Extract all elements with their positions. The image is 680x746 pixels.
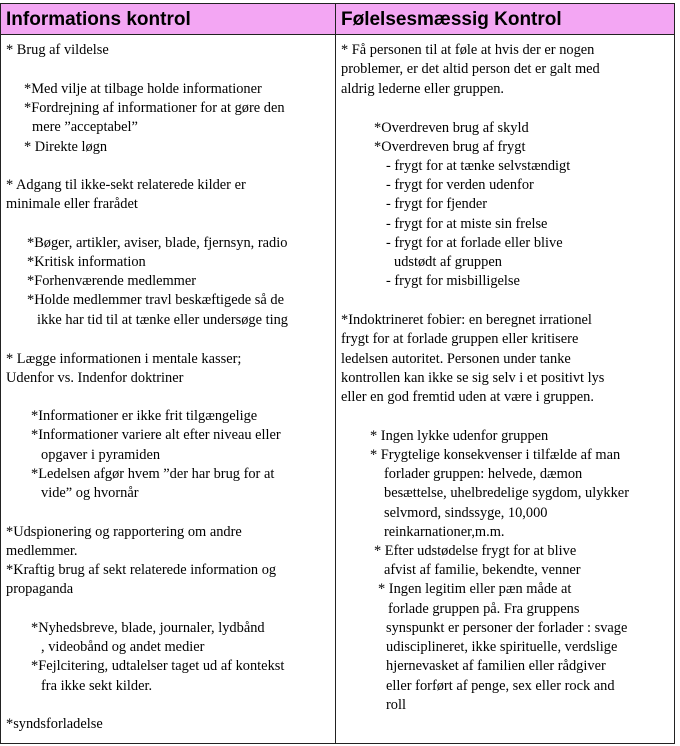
text-line: *Kritisk information bbox=[27, 254, 146, 270]
text-line: fra ikke sekt kilder. bbox=[41, 678, 153, 694]
text-line: problemer, er det altid person det er galt med bbox=[341, 61, 600, 77]
text-line: - frygt for at forlade eller blive bbox=[386, 235, 563, 251]
text-line: roll bbox=[386, 697, 406, 713]
text-line: udstødt af gruppen bbox=[394, 254, 502, 270]
content-table bbox=[0, 3, 675, 744]
text-line: afvist af familie, bekendte, venner bbox=[384, 562, 581, 578]
text-line: forlader gruppen: helvede, dæmon bbox=[384, 466, 583, 482]
text-line: *Bøger, artikler, aviser, blade, fjernsyn, radio bbox=[27, 235, 288, 251]
text-line: *Ledelsen afgør hvem ”der har brug for at bbox=[31, 466, 275, 482]
text-line: * Frygtelige konsekvenser i tilfælde af man bbox=[370, 447, 621, 463]
text-line: *Holde medlemmer travl beskæftigede så de bbox=[27, 292, 284, 308]
text-line: *Informationer variere alt efter niveau eller bbox=[31, 427, 281, 443]
text-line: kontrollen kan ikke se sig selv i et positivt lys bbox=[341, 370, 605, 386]
text-line: opgaver i pyramiden bbox=[41, 447, 161, 463]
text-line: Udenfor vs. Indenfor doktriner bbox=[6, 370, 184, 386]
text-line: *Informationer er ikke frit tilgængelige bbox=[31, 408, 258, 424]
text-line: *Nyhedsbreve, blade, journaler, lydbånd bbox=[31, 620, 265, 636]
text-line: - frygt for at tænke selvstændigt bbox=[386, 158, 571, 174]
text-line: forlade gruppen på. Fra gruppens bbox=[388, 601, 580, 617]
text-line: selvmord, sindssyge, 10,000 bbox=[384, 505, 548, 521]
text-line: *Med vilje at tilbage holde informationer bbox=[24, 81, 262, 97]
table-header-row bbox=[1, 4, 674, 35]
text-line: *Kraftig brug af sekt relaterede information og bbox=[6, 562, 277, 578]
text-line: ikke har tid til at tænke eller undersøge ting bbox=[37, 312, 288, 328]
column-divider bbox=[335, 4, 336, 743]
text-line: , videobånd og andet medier bbox=[41, 639, 205, 655]
text-line: vide” og hvornår bbox=[41, 485, 139, 501]
text-line: minimale eller frarådet bbox=[6, 196, 138, 212]
text-line: reinkarnationer,m.m. bbox=[384, 524, 505, 540]
text-line: *syndsforladelse bbox=[6, 716, 103, 732]
text-line: - frygt for at miste sin frelse bbox=[386, 216, 548, 232]
text-line: eller forført af penge, sex eller rock and bbox=[386, 678, 615, 694]
text-line: *Fejlcitering, udtalelser taget ud af kontekst bbox=[31, 658, 285, 674]
text-line: *Overdreven brug af skyld bbox=[374, 120, 529, 136]
text-line: *Forhenværende medlemmer bbox=[27, 273, 197, 289]
text-line: ledelsen autoritet. Personen under tanke bbox=[341, 351, 571, 367]
text-line: * Direkte løgn bbox=[24, 139, 108, 155]
text-line: medlemmer. bbox=[6, 543, 78, 559]
text-line: * Adgang til ikke-sekt relaterede kilder er bbox=[6, 177, 246, 193]
text-line: synspunkt er personer der forlader : svage bbox=[386, 620, 628, 636]
text-line: frygt for at forlade gruppen eller kritisere bbox=[341, 331, 579, 347]
text-line: - frygt for verden udenfor bbox=[386, 177, 534, 193]
text-line: besættelse, uhelbredelige sygdom, ulykker bbox=[384, 485, 629, 501]
text-line: * Brug af vildelse bbox=[6, 42, 109, 58]
text-line: *Udspionering og rapportering om andre bbox=[6, 524, 242, 540]
text-line: udisciplineret, ikke spirituelle, verdslige bbox=[386, 639, 618, 655]
text-line: - frygt for fjender bbox=[386, 196, 488, 212]
text-line: * Lægge informationen i mentale kasser; bbox=[6, 351, 242, 367]
text-line: * Ingen lykke udenfor gruppen bbox=[370, 428, 549, 444]
text-line: hjernevasket af familien eller rådgiver bbox=[386, 658, 606, 674]
text-line: eller en god fremtid uden at være i gruppen. bbox=[341, 389, 594, 405]
text-line: propaganda bbox=[6, 581, 74, 597]
header-informations-kontrol: Informations kontrol bbox=[6, 9, 191, 30]
header-folelsesmaessig-kontrol: Følelsesmæssig Kontrol bbox=[341, 9, 562, 30]
text-line: *Fordrejning af informationer for at gøre den bbox=[24, 100, 285, 116]
text-line: *Indoktrineret fobier: en beregnet irrationel bbox=[341, 312, 592, 328]
text-line: *Overdreven brug af frygt bbox=[374, 139, 526, 155]
text-line: * Efter udstødelse frygt for at blive bbox=[374, 543, 577, 559]
text-line: * Ingen legitim eller pæn måde at bbox=[378, 581, 572, 597]
text-line: aldrig lederne eller gruppen. bbox=[341, 81, 505, 97]
text-line: * Få personen til at føle at hvis der er nogen bbox=[341, 42, 595, 58]
text-line: - frygt for misbilligelse bbox=[386, 273, 520, 289]
text-line: mere ”acceptabel” bbox=[32, 119, 138, 135]
